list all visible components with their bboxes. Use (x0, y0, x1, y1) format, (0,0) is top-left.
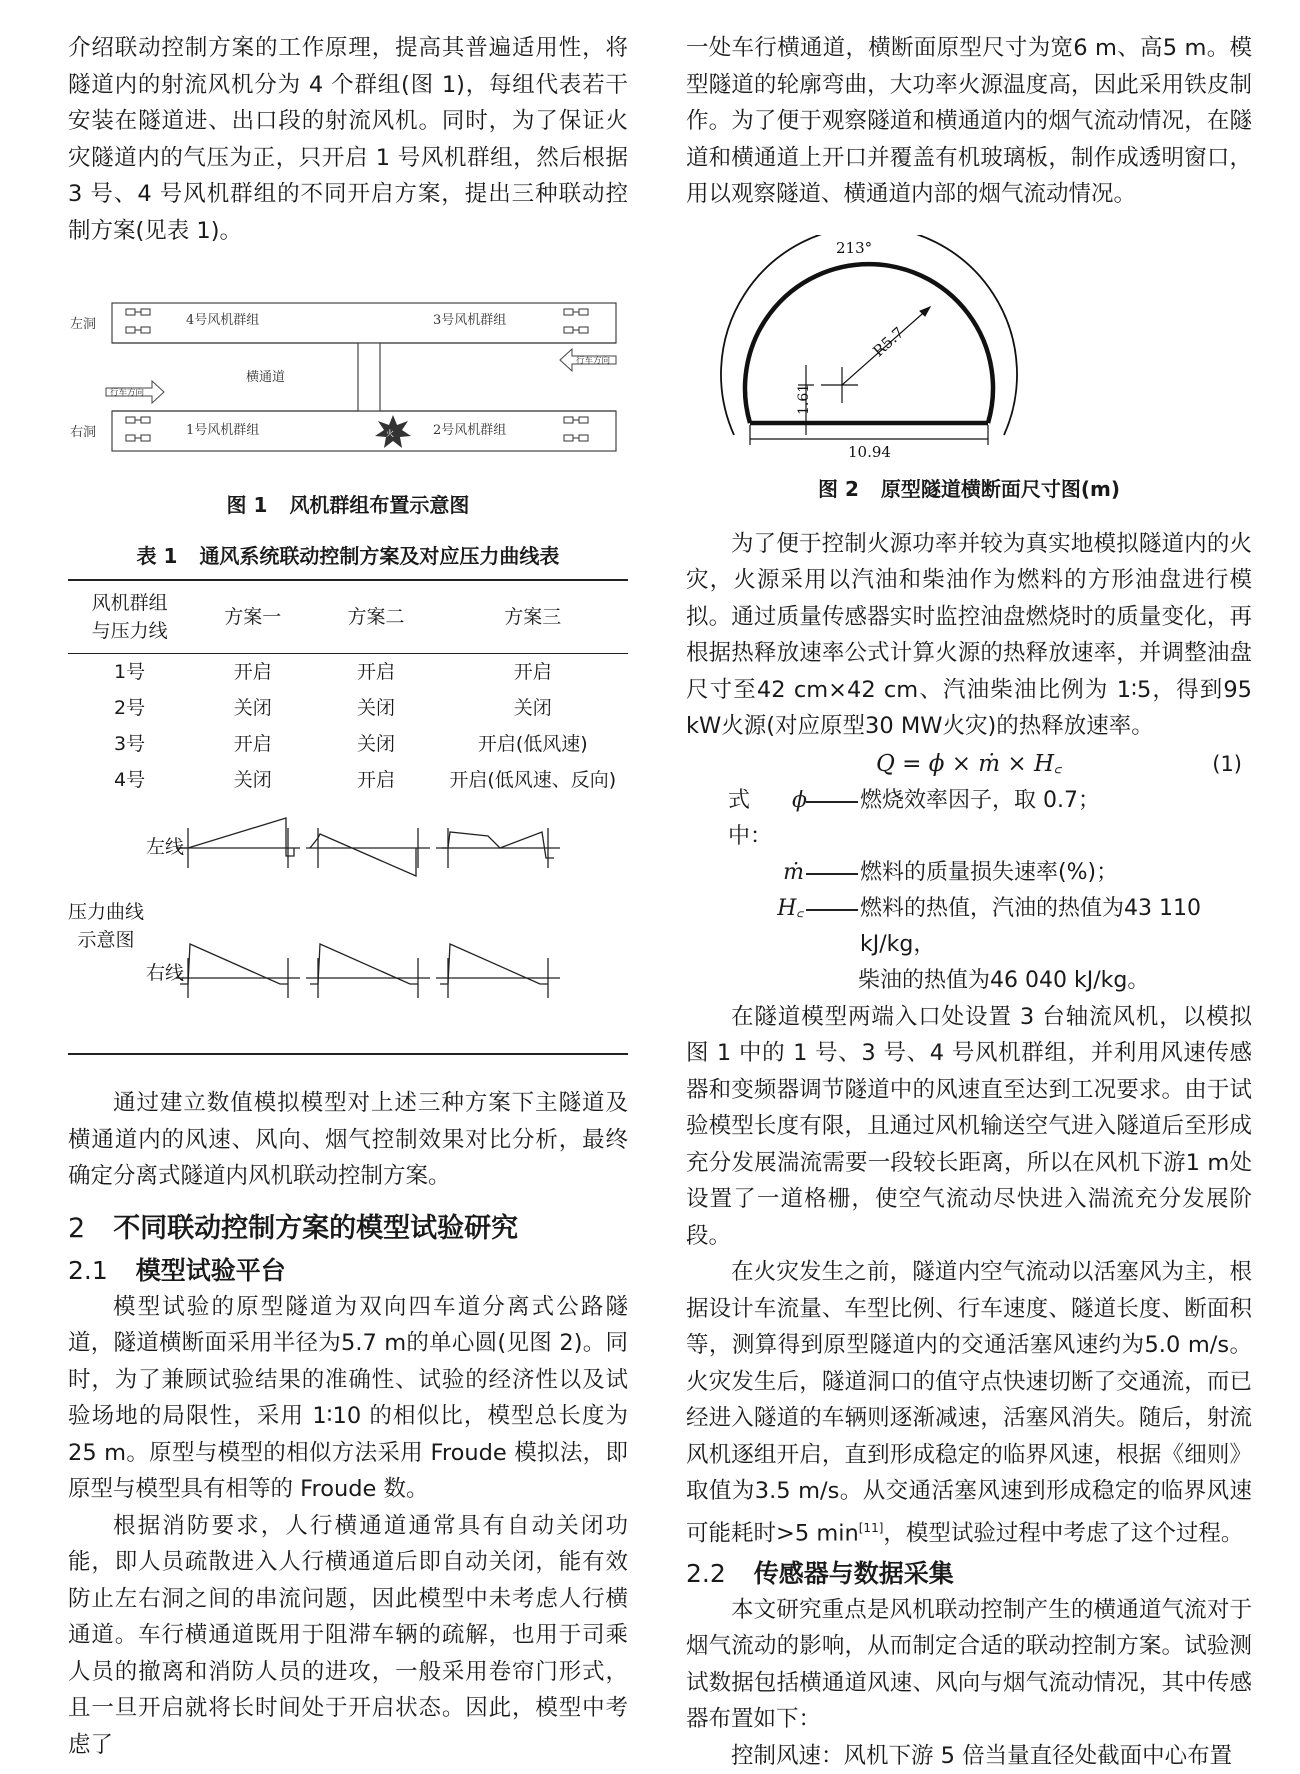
figure-2 (686, 235, 1252, 502)
direction-label-left: 行车方向 (576, 355, 611, 366)
curve-label: 压力曲线 示意图 (68, 898, 144, 954)
left-tunnel-label: 左洞 (70, 317, 96, 332)
table-cell: 关闭 (191, 690, 314, 726)
table-cell: 开启 (191, 726, 314, 762)
header-cell: 风机群组 与压力线 (68, 581, 191, 654)
continuation-paragraph: 一处车行横通道，横断面原型尺寸为宽6 m、高5 m。模型隧道的轮廓弯曲，大功率火源温度高，因此采用铁皮制作。为了便于观察隧道和横通道内的烟气流动情况，在隧道和横通道上开口并覆盖有机玻璃板，制作成透明窗口，用以观察隧道、横通道内部的烟气流动情况。 (686, 30, 1252, 213)
direction-label-right: 行车方向 (110, 387, 145, 398)
section-2-1-heading: 2.1 模型试验平台 (68, 1253, 628, 1289)
right-tunnel-label: 右洞 (70, 425, 96, 440)
table-cell: 4号 (68, 762, 191, 798)
control-speed-paragraph: 控制风速：风机下游 5 倍当量直径处截面中心布置 (686, 1738, 1252, 1774)
height-label: 1.61 (796, 383, 812, 414)
table-cell: 关闭 (314, 690, 437, 726)
group2-label: 2号风机群组 (433, 422, 506, 438)
table-cell: 开启 (191, 654, 314, 691)
group3-label: 3号风机群组 (433, 312, 506, 328)
table-cell: 1号 (68, 654, 191, 691)
right-line-label: 右线 (146, 958, 184, 985)
pressure-curve-area (68, 798, 628, 1055)
table-cell: 关闭 (191, 762, 314, 798)
legend-row: 柴油的热值为46 040 kJ/kg。 (686, 963, 1252, 999)
radius-label: R5.7 (869, 323, 907, 360)
pressure-curves (68, 798, 628, 1053)
header-cell: 方案三 (438, 581, 628, 654)
numerical-paragraph: 通过建立数值模拟模型对上述三种方案下主隧道及横通道内的风速、风向、烟气控制效果对比分析，最终确定分离式隧道内风机联动控制方案。 (68, 1085, 628, 1195)
cross-passage-label: 横通道 (246, 369, 285, 385)
header-cell: 方案一 (191, 581, 314, 654)
intro-paragraph: 介绍联动控制方案的工作原理，提高其普遍适用性，将隧道内的射流风机分为 4 个群组(图 1)，每组代表若干安装在隧道进、出口段的射流风机。同时，为了保证火灾隧道内的气压为正，只开启 1 号风机群组，然后根据 3 号、4 号风机群组的不同开启方案，提出三种联动控制方案(见表 1)。 (68, 30, 628, 249)
tunnel-cross-section (686, 235, 1252, 465)
figure-1-caption: 图 1 风机群组布置示意图 (68, 489, 628, 518)
formula-expression: Q = ϕ × ṁ × H꜀ (876, 751, 1062, 777)
fire-source-paragraph: 为了便于控制火源功率并较为真实地模拟隧道内的火灾，火源采用以汽油和柴油作为燃料的方形油盘进行模拟。通过质量传感器实时监控油盘燃烧时的质量变化，再根据热释放速率公式计算火源的热释放速率，并调整油盘尺寸至42 cm×42 cm、汽油柴油比例为 1∶5，得到95 kW火源(对应原型30 MW火灾)的热释放速率。 (686, 526, 1252, 745)
fan-icons-group2 (564, 417, 588, 441)
table-cell: 2号 (68, 690, 191, 726)
table-1-caption: 表 1 通风系统联动控制方案及对应压力曲线表 (68, 540, 628, 569)
platform-paragraph: 模型试验的原型隧道为双向四车道分离式公路隧道，隧道横断面采用半径为5.7 m的单心圆(见图 2)。同时，为了兼顾试验结果的准确性、试验的经济性以及试验场地的局限性，采用 1∶10 的相似比，模型总长度为 25 m。原型与模型的相似方法采用 Froude 模拟法，即原型与模型具有相等的 Froude 数。 (68, 1289, 628, 1508)
svg-text:火: 火 (386, 428, 394, 438)
formula-number: (1) (1212, 745, 1242, 783)
header-cell: 方案二 (314, 581, 437, 654)
table-1 (68, 540, 628, 1055)
section-2-2-heading: 2.2 传感器与数据采集 (686, 1556, 1252, 1592)
fans-paragraph: 在隧道模型两端入口处设置 3 台轴流风机，以模拟图 1 中的 1 号、3 号、4 号风机群组，并利用风速传感器和变频器调节隧道中的风速直至达到工况要求。由于试验模型长度有限，且通过风机输送空气进入隧道后至形成充分发展湍流需要一段较长距离，所以在风机下游1 m处设置了一道格栅，使空气流动尽快进入湍流充分发展阶段。 (686, 999, 1252, 1255)
legend-row: H꜀ 燃料的热值，汽油的热值为43 110 kJ/kg， (686, 891, 1252, 963)
table-cell: 关闭 (438, 690, 628, 726)
legend-row: ṁ 燃料的质量损失速率(%)； (686, 855, 1252, 891)
fan-icons-group4 (126, 309, 150, 333)
table-cell: 开启 (438, 654, 628, 691)
fire-requirement-paragraph: 根据消防要求，人行横通道通常具有自动关闭功能，即人员疏散进入人行横通道后即自动关闭，能有效防止左右洞之间的串流问题，因此模型中未考虑人行横通道。车行横通道既用于阻滞车辆的疏解，也用于司乘人员的撤离和消防人员的进攻，一般采用卷帘门形式，且一旦开启就将长时间处于开启状态。因此，模型中考虑了 (68, 1508, 628, 1764)
formula-1 (686, 745, 1252, 783)
angle-label: 213° (836, 239, 872, 257)
table-cell: 开启 (314, 762, 437, 798)
fan-group-diagram (68, 277, 628, 477)
table-cell: 3号 (68, 726, 191, 762)
right-column (686, 30, 1252, 1774)
sensor-paragraph: 本文研究重点是风机联动控制产生的横通道气流对于烟气流动的影响，从而制定合适的联动控制方案。试验测试数据包括横通道风速、风向与烟气流动情况，其中传感器布置如下： (686, 1592, 1252, 1738)
group4-label: 4号风机群组 (186, 312, 259, 328)
left-column (68, 30, 628, 1763)
piston-wind-paragraph: 在火灾发生之前，隧道内空气流动以活塞风为主，根据设计车流量、车型比例、行车速度、隧道长度、断面积等，测算得到原型隧道内的交通活塞风速约为5.0 m/s。火灾发生后，隧道洞口的值守点快速切断了交通流，而已经进入隧道的车辆则逐渐减速，活塞风消失。随后，射流风机逐组开启，直到形成稳定的临界风速，根据《细则》取值为3.5 m/s。从交通活塞风速到形成稳定的临界风速可能耗时>5 min[11]，模型试验过程中考虑了这个过程。 (686, 1254, 1252, 1552)
group1-label: 1号风机群组 (186, 422, 259, 438)
fan-icons-group3 (564, 309, 588, 333)
fan-icons-group1 (126, 417, 150, 441)
figure-2-caption: 图 2 原型隧道横断面尺寸图(m) (686, 473, 1252, 502)
legend-row: 式中： ϕ 燃烧效率因子，取 0.7； (686, 783, 1252, 855)
table-cell: 关闭 (314, 726, 437, 762)
table-row (68, 762, 628, 798)
section-2-heading: 2 不同联动控制方案的模型试验研究 (68, 1209, 628, 1249)
figure-1 (68, 277, 628, 518)
table-row (68, 690, 628, 726)
scheme-table (68, 581, 628, 798)
width-label: 10.94 (848, 443, 891, 461)
formula-legend (686, 783, 1252, 999)
table-cell: 开启 (314, 654, 437, 691)
table-cell: 开启(低风速) (438, 726, 628, 762)
table-row (68, 654, 628, 691)
table-row (68, 726, 628, 762)
table-header-row (68, 581, 628, 654)
fire-icon (375, 415, 411, 448)
left-line-label: 左线 (146, 832, 184, 859)
citation-ref: [11] (859, 1521, 884, 1535)
table-cell: 开启(低风速、反向) (438, 762, 628, 798)
